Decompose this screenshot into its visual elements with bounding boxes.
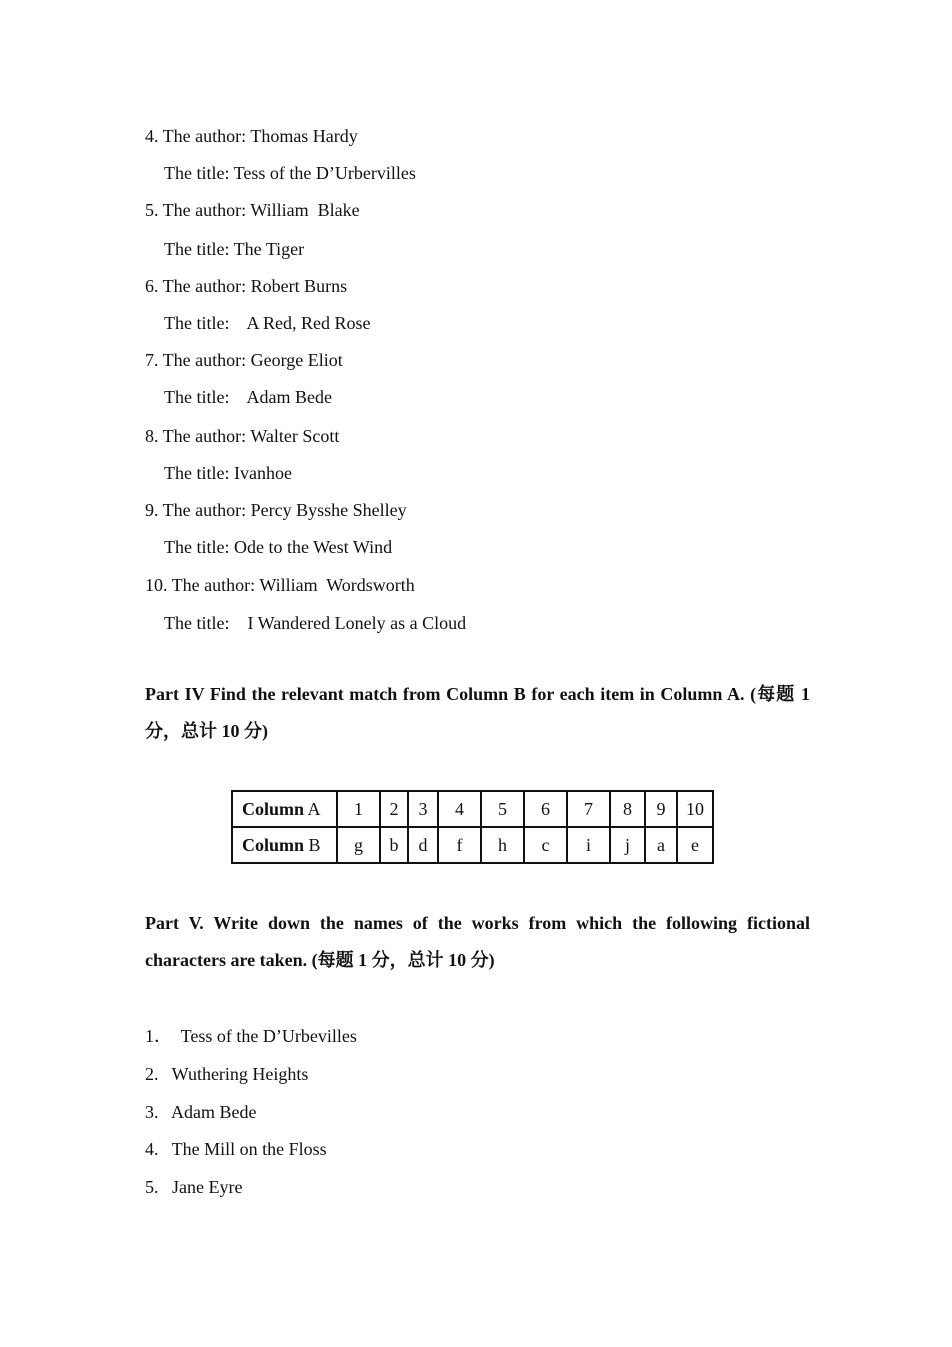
column-a-label-letter: A xyxy=(304,798,321,819)
column-a-cell: 10 xyxy=(677,791,713,827)
part5-heading: Part V. Write down the names of the works from which the following fictional characters are taken. (每题 1 分，总计 10 分) xyxy=(145,913,810,970)
column-b-cell: j xyxy=(610,827,645,863)
column-b-label-letter: B xyxy=(304,834,321,855)
part5-item: 4. The Mill on the Floss xyxy=(145,1139,327,1159)
column-b-cell: d xyxy=(408,827,438,863)
column-a-label-bold: Column xyxy=(242,798,305,819)
column-b-cell: e xyxy=(677,827,713,863)
column-a-cell: 9 xyxy=(645,791,677,827)
title-line-8: The title: Ivanhoe xyxy=(164,463,292,483)
title-line-10: The title: I Wandered Lonely as a Cloud xyxy=(164,613,467,633)
part5-item: 1． Tess of the D’Urbevilles xyxy=(145,1026,357,1046)
column-a-row xyxy=(232,791,713,827)
author-line-7: 7. The author: George Eliot xyxy=(145,350,343,370)
title-line-6: The title: A Red, Red Rose xyxy=(164,313,371,333)
column-a-cell: 7 xyxy=(567,791,610,827)
column-b-cell: g xyxy=(337,827,380,863)
part5-item: 5. Jane Eyre xyxy=(145,1177,243,1197)
column-a-cell: 1 xyxy=(337,791,380,827)
column-b-cell: f xyxy=(438,827,481,863)
column-a-cell: 5 xyxy=(481,791,524,827)
column-b-row xyxy=(232,827,713,863)
column-a-cell: 2 xyxy=(380,791,408,827)
title-line-9: The title: Ode to the West Wind xyxy=(164,537,393,557)
title-line-5: The title: The Tiger xyxy=(164,239,305,259)
column-b-label xyxy=(232,827,337,863)
column-b-cell: c xyxy=(524,827,567,863)
author-line-4: 4. The author: Thomas Hardy xyxy=(145,126,358,146)
column-a-label xyxy=(232,791,337,827)
column-b-cell: h xyxy=(481,827,524,863)
column-b-cell: i xyxy=(567,827,610,863)
column-a-cell: 6 xyxy=(524,791,567,827)
column-b-cell: b xyxy=(380,827,408,863)
match-table xyxy=(231,790,714,864)
title-line-7: The title: Adam Bede xyxy=(164,387,332,407)
part4-heading: Part IV Find the relevant match from Column B for each item in Column A. (每题 1 分，总计 10 分) xyxy=(145,684,810,741)
part5-item: 2. Wuthering Heights xyxy=(145,1064,309,1084)
column-a-cell: 3 xyxy=(408,791,438,827)
author-line-5: 5. The author: William Blake xyxy=(145,200,360,220)
author-line-6: 6. The author: Robert Burns xyxy=(145,276,348,296)
author-line-9: 9. The author: Percy Bysshe Shelley xyxy=(145,500,407,520)
title-line-4: The title: Tess of the D’Urbervilles xyxy=(164,163,416,183)
part5-item: 3. Adam Bede xyxy=(145,1102,257,1122)
column-b-cell: a xyxy=(645,827,677,863)
column-a-cell: 4 xyxy=(438,791,481,827)
column-b-label-bold: Column xyxy=(242,834,305,855)
column-a-cell: 8 xyxy=(610,791,645,827)
author-line-10: 10. The author: William Wordsworth xyxy=(145,575,415,595)
author-line-8: 8. The author: Walter Scott xyxy=(145,426,340,446)
